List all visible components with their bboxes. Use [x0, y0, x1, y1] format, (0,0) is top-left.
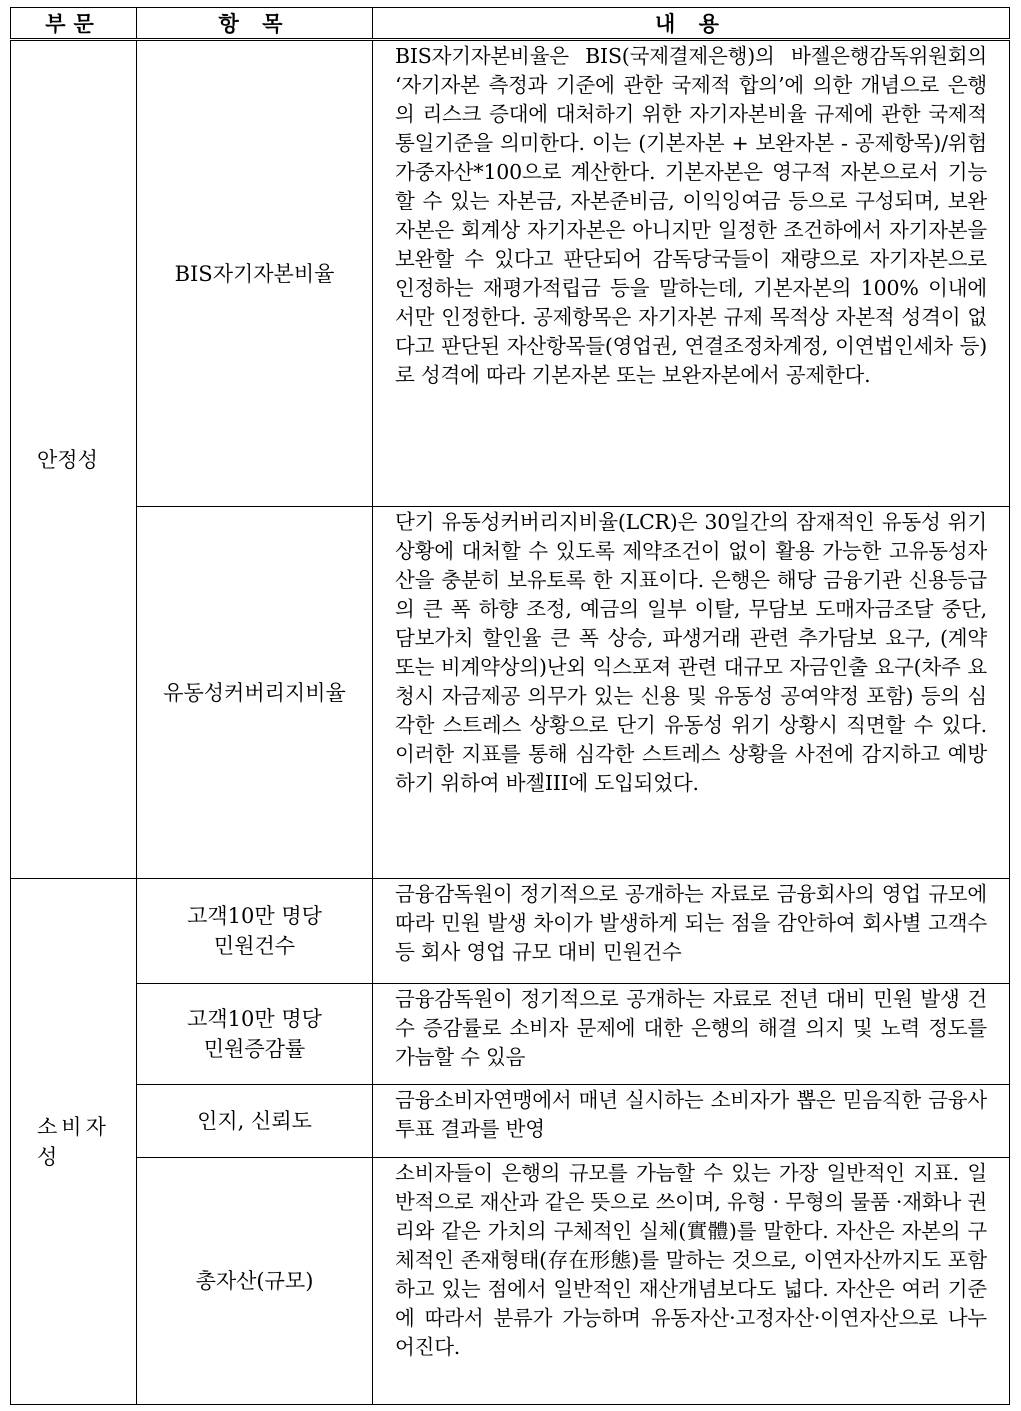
- item-awareness-trust: 인지, 신뢰도: [137, 1085, 373, 1158]
- indicator-table: [10, 7, 1010, 1405]
- table-row: [11, 1158, 1010, 1405]
- content-complaint-change-rate: 금융감독원이 정기적으로 공개하는 자료로 전년 대비 민원 발생 건수 증감률로 소비자 문제에 대한 은행의 해결 의지 및 노력 정도를 가늠할 수 있음: [373, 984, 1010, 1085]
- section-consumer: [11, 879, 137, 1405]
- item-line2: 민원건수: [213, 934, 296, 958]
- item-complaints-per-100k: [137, 879, 373, 984]
- header-category: 부문: [11, 8, 137, 40]
- item-total-assets: 총자산(규모): [137, 1158, 373, 1405]
- item-line1: 고객10만 명당: [187, 1007, 322, 1031]
- table-row: [11, 40, 1010, 507]
- table-row: [11, 507, 1010, 879]
- content-awareness-trust: 금융소비자연맹에서 매년 실시하는 소비자가 뽑은 믿음직한 금융사 투표 결과를 반영: [373, 1085, 1010, 1158]
- item-line2: 민원증감률: [203, 1037, 306, 1061]
- table-row: [11, 1085, 1010, 1158]
- content-bis-ratio: BIS자기자본비율은 BIS(국제결제은행)의 바젤은행감독위원회의 ‘자기자본 측정과 기준에 관한 국제적 합의’에 의한 개념으로 은행의 리스크 증대에 대처하기 위한 자기자본비율 규제에 관한 국제적 통일기준을 의미한다. 이는 (기본자본 + 보완자본 - 공제항목)/위험가중자산*100으로 계산한다. 기본자본은 영구적 자본으로서 기능할 수 있는 자본금, 자본준비금, 이익잉여금 등으로 구성되며, 보완자본은 회계상 자기자본은 아니지만 일정한 조건하에서 자기자본을 보완할 수 있다고 판단되어 감독당국들이 재량으로 자기자본으로 인정하는 재평가적립금 등을 말하는데, 기본자본의 100% 이내에서만 인정한다. 공제항목은 자기자본 규제 목적상 자본적 성격이 없다고 판단된 자산항목들(영업권, 연결조정차계정, 이연법인세차 등)로 성격에 따라 기본자본 또는 보완자본에서 공제한다.: [373, 40, 1010, 507]
- content-complaints-per-100k: 금융감독원이 정기적으로 공개하는 자료로 금융회사의 영업 규모에 따라 민원 발생 차이가 발생하게 되는 점을 감안하여 회사별 고객수 등 회사 영업 규모 대비 민원건수: [373, 879, 1010, 984]
- header-row: [11, 8, 1010, 40]
- section-consumer-line2: 성: [37, 1144, 58, 1169]
- item-bis-ratio: BIS자기자본비율: [137, 40, 373, 507]
- item-lcr: 유동성커버리지비율: [137, 507, 373, 879]
- item-line1: 고객10만 명당: [187, 904, 322, 928]
- content-lcr: 단기 유동성커버리지비율(LCR)은 30일간의 잠재적인 유동성 위기상황에 대처할 수 있도록 제약조건이 없이 활용 가능한 고유동성자산을 충분히 보유토록 한 지표이다. 은행은 해당 금융기관 신용등급의 큰 폭 하향 조정, 예금의 일부 이탈, 무담보 도매자금조달 중단, 담보가치 할인율 큰 폭 상승, 파생거래 관련 추가담보 요구, (계약 또는 비계약상의)난외 익스포져 관련 대규모 자금인출 요구(차주 요청시 자금제공 의무가 있는 신용 및 유동성 공여약정 포함) 등의 심각한 스트레스 상황으로 단기 유동성 위기 상황시 직면할 수 있다. 이러한 지표를 통해 심각한 스트레스 상황을 사전에 감지하고 예방하기 위하여 바젤III에 도입되었다.: [373, 507, 1010, 879]
- section-consumer-line1: 소비자: [37, 1114, 110, 1139]
- header-item: 항 목: [137, 8, 373, 40]
- content-total-assets: 소비자들이 은행의 규모를 가늠할 수 있는 가장 일반적인 지표. 일반적으로 재산과 같은 뜻으로 쓰이며, 유형 · 무형의 물품 ·재화나 권리와 같은 가치의 구체적인 실체(實體)를 말한다. 자산은 자본의 구체적인 존재형태(存在形態)를 말하는 것으로, 이연자산까지도 포함하고 있는 점에서 일반적인 재산개념보다도 넓다. 자산은 여러 기준에 따라서 분류가 가능하며 유동자산·고정자산·이연자산으로 나누어진다.: [373, 1158, 1010, 1405]
- header-content: 내 용: [373, 8, 1010, 40]
- table-row: [11, 984, 1010, 1085]
- item-complaint-change-rate: [137, 984, 373, 1085]
- section-stability: 안정성: [11, 40, 137, 879]
- table-row: [11, 879, 1010, 984]
